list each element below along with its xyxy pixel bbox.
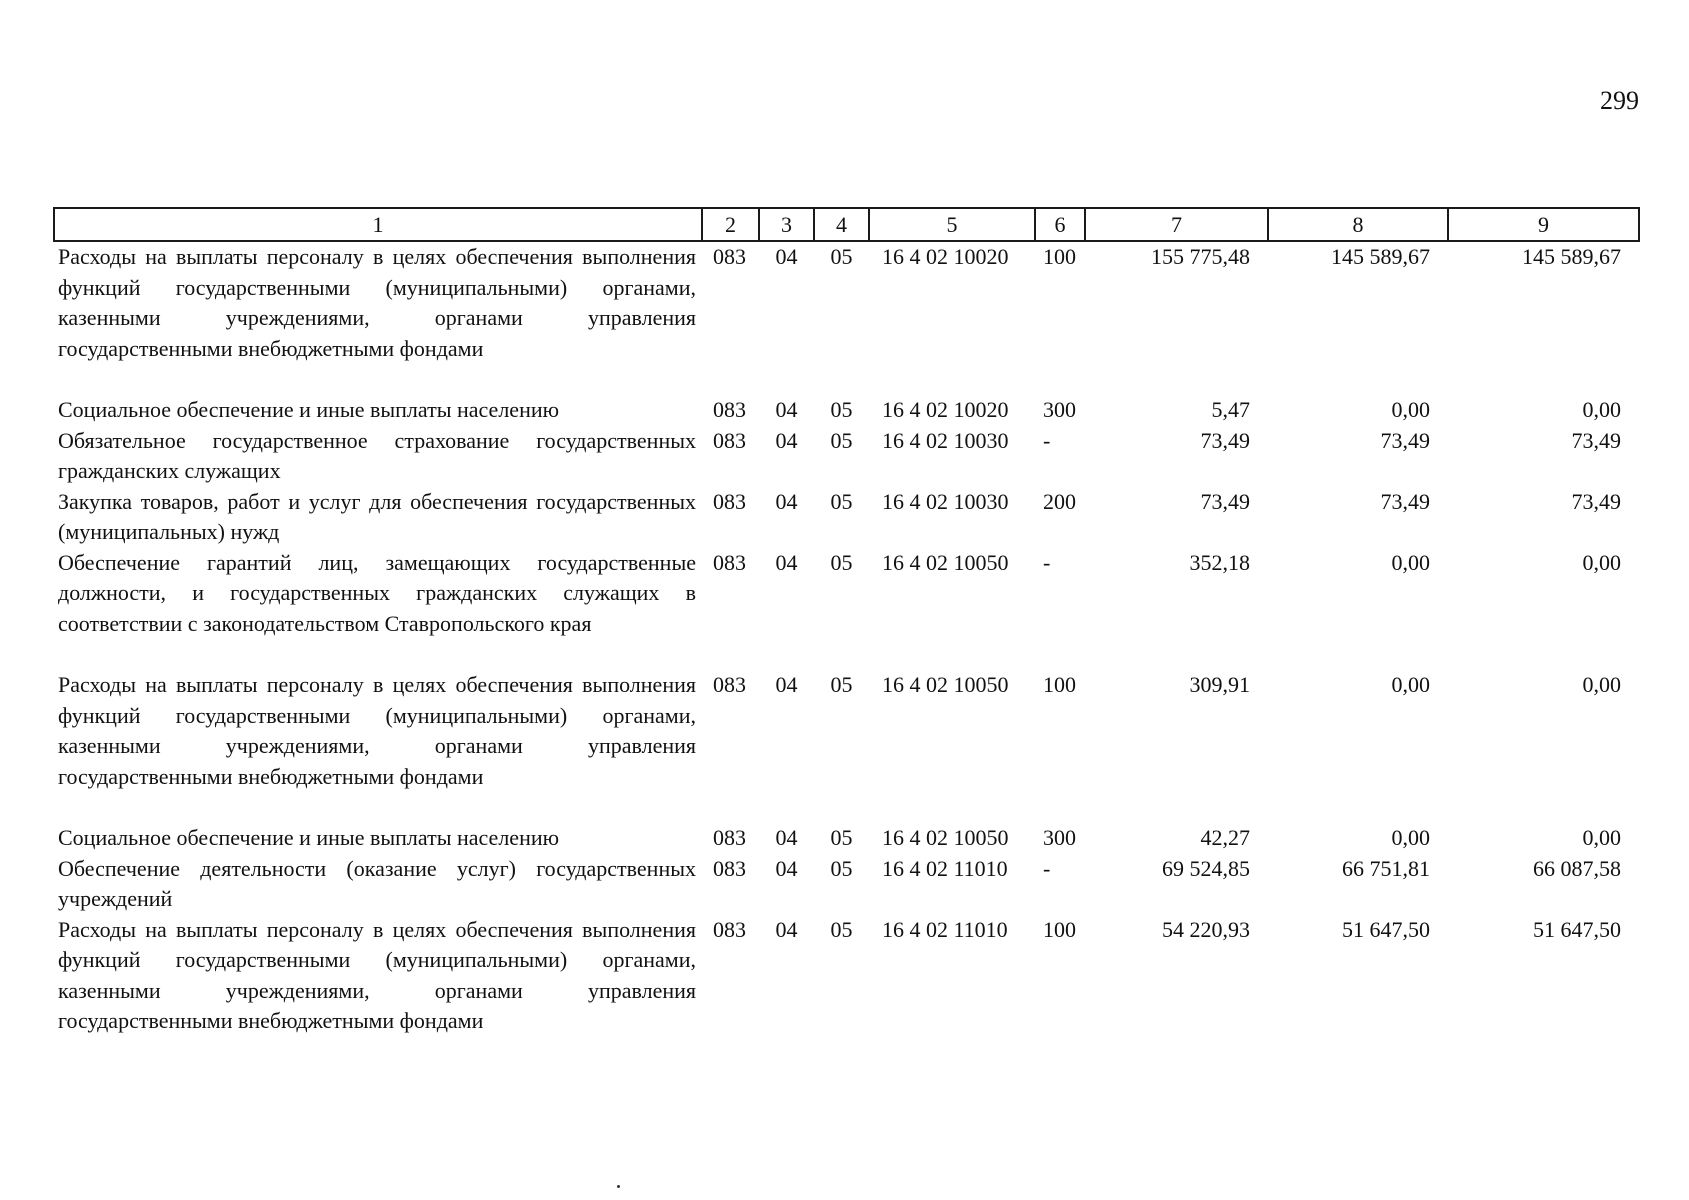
table-row <box>54 241 1639 395</box>
row-csr: 16 4 02 10030 <box>882 427 1009 453</box>
row-vr: - <box>1043 855 1051 881</box>
row-pr: 05 <box>830 549 853 575</box>
row-name: Обеспечение гарантий лиц, замещающих государственные должности, и государственных гражданских служащих в соответствии с законодательством Ставропольского края <box>58 549 696 636</box>
row-value-9: 73,49 <box>1571 488 1621 514</box>
page-number: 299 <box>1600 86 1639 115</box>
row-pr: 05 <box>830 855 853 881</box>
row-name: Социальное обеспечение и иные выплаты населению <box>58 825 560 850</box>
row-name: Расходы на выплаты персоналу в целях обеспечения выполнения функций государственными (муниципальными) органами, казенными учреждениями, органами управления государственными внебюджетными фондами <box>58 244 696 361</box>
row-value-8: 66 751,81 <box>1342 855 1430 881</box>
row-name: Закупка товаров, работ и услуг для обеспечения государственных (муниципальных) нужд <box>58 488 696 544</box>
row-pr: 05 <box>830 244 853 269</box>
row-value-7: 352,18 <box>1189 549 1250 575</box>
table-row <box>54 395 1639 426</box>
row-value-7: 309,91 <box>1189 672 1250 697</box>
row-value-8: 0,00 <box>1391 672 1430 697</box>
row-value-7: 155 775,48 <box>1151 244 1250 269</box>
row-name: Обязательное государственное страхование государственных гражданских служащих <box>58 427 696 483</box>
row-value-8: 73,49 <box>1380 427 1430 453</box>
table-row <box>54 426 1639 487</box>
row-pr: 05 <box>830 488 853 514</box>
row-rz: 04 <box>775 244 798 269</box>
row-vr: 100 <box>1043 916 1076 942</box>
row-value-9: 0,00 <box>1582 825 1621 850</box>
row-grbs: 083 <box>713 427 746 453</box>
row-name: Расходы на выплаты персоналу в целях обеспечения выполнения функций государственными (муниципальными) органами, казенными учреждениями, органами управления государственными внебюджетными фондами <box>58 916 696 1033</box>
row-value-7: 73,49 <box>1200 427 1250 453</box>
row-value-9: 145 589,67 <box>1522 244 1621 269</box>
row-csr: 16 4 02 10020 <box>882 397 1009 422</box>
row-value-8: 145 589,67 <box>1331 244 1430 269</box>
row-csr: 16 4 02 11010 <box>882 855 1008 881</box>
table-row <box>54 670 1639 823</box>
row-value-9: 0,00 <box>1582 397 1621 422</box>
row-value-9: 0,00 <box>1582 549 1621 575</box>
table-row <box>54 854 1639 915</box>
row-value-9: 66 087,58 <box>1533 855 1621 881</box>
row-csr: 16 4 02 10030 <box>882 488 1009 514</box>
row-value-8: 73,49 <box>1380 488 1430 514</box>
header-row <box>54 208 1639 241</box>
row-grbs: 083 <box>713 672 746 697</box>
row-vr: 300 <box>1043 397 1076 422</box>
row-csr: 16 4 02 10020 <box>882 244 1009 269</box>
row-rz: 04 <box>775 825 798 850</box>
row-value-9: 51 647,50 <box>1533 916 1621 942</box>
budget-table <box>53 207 1640 1037</box>
table-row <box>54 487 1639 548</box>
header-cell: 1 <box>54 208 702 241</box>
row-value-7: 73,49 <box>1200 488 1250 514</box>
row-pr: 05 <box>830 825 853 850</box>
row-csr: 16 4 02 10050 <box>882 549 1009 575</box>
row-rz: 04 <box>775 488 798 514</box>
row-rz: 04 <box>775 916 798 942</box>
row-vr: 200 <box>1043 488 1076 514</box>
header-cell: 7 <box>1085 208 1268 241</box>
row-rz: 04 <box>775 397 798 422</box>
table-row <box>54 915 1639 1037</box>
header-cell: 9 <box>1448 208 1639 241</box>
header-cell: 2 <box>702 208 759 241</box>
header-cell: 4 <box>814 208 869 241</box>
row-rz: 04 <box>775 427 798 453</box>
row-value-9: 73,49 <box>1571 427 1621 453</box>
row-value-8: 0,00 <box>1391 397 1430 422</box>
row-vr: 100 <box>1043 244 1076 269</box>
row-grbs: 083 <box>713 916 746 942</box>
row-name: Обеспечение деятельности (оказание услуг) государственных учреждений <box>58 855 696 911</box>
row-csr: 16 4 02 11010 <box>882 916 1008 942</box>
row-rz: 04 <box>775 672 798 697</box>
table-row <box>54 823 1639 854</box>
row-value-9: 0,00 <box>1582 672 1621 697</box>
header-cell: 6 <box>1035 208 1085 241</box>
row-vr: 300 <box>1043 825 1076 850</box>
row-vr: 100 <box>1043 672 1076 697</box>
row-name: Расходы на выплаты персоналу в целях обеспечения выполнения функций государственными (муниципальными) органами, казенными учреждениями, органами управления государственными внебюджетными фондами <box>58 672 696 789</box>
header-cell: 8 <box>1268 208 1448 241</box>
row-grbs: 083 <box>713 855 746 881</box>
row-grbs: 083 <box>713 825 746 850</box>
row-grbs: 083 <box>713 488 746 514</box>
row-grbs: 083 <box>713 244 746 269</box>
row-name: Социальное обеспечение и иные выплаты населению <box>58 397 560 422</box>
row-pr: 05 <box>830 397 853 422</box>
row-grbs: 083 <box>713 397 746 422</box>
row-rz: 04 <box>775 855 798 881</box>
row-csr: 16 4 02 10050 <box>882 672 1009 697</box>
table-row <box>54 548 1639 671</box>
row-value-8: 0,00 <box>1391 825 1430 850</box>
row-pr: 05 <box>830 916 853 942</box>
row-vr: - <box>1043 549 1051 575</box>
row-value-7: 69 524,85 <box>1162 855 1250 881</box>
row-value-7: 42,27 <box>1200 825 1250 850</box>
header-cell: 3 <box>759 208 814 241</box>
row-csr: 16 4 02 10050 <box>882 825 1009 850</box>
row-value-7: 54 220,93 <box>1162 916 1250 942</box>
row-value-7: 5,47 <box>1211 397 1250 422</box>
row-grbs: 083 <box>713 549 746 575</box>
row-value-8: 0,00 <box>1391 549 1430 575</box>
row-rz: 04 <box>775 549 798 575</box>
row-pr: 05 <box>830 427 853 453</box>
scan-speck <box>617 1185 620 1188</box>
row-vr: - <box>1043 427 1051 453</box>
header-cell: 5 <box>869 208 1035 241</box>
row-value-8: 51 647,50 <box>1342 916 1430 942</box>
row-pr: 05 <box>830 672 853 697</box>
